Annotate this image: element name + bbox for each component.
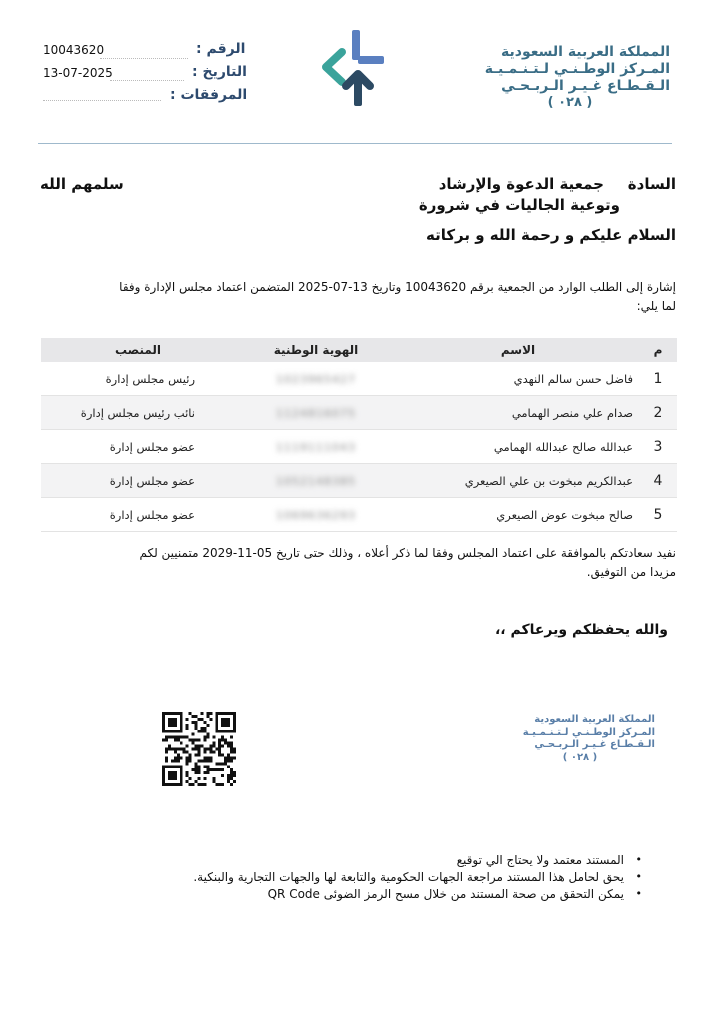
date-value: 13-07-2025 (43, 66, 113, 80)
row-num: 1 (639, 362, 677, 396)
organization-header (470, 44, 670, 111)
approval-paragraph (36, 544, 676, 581)
row-position: رئيس مجلس إدارة (41, 362, 235, 396)
table-header-row (41, 338, 677, 362)
stamp-line-2: المـركز الوطـنـي لـتـنـمـيـة (522, 726, 655, 738)
row-num: 5 (639, 498, 677, 532)
reference-number-label: الرقم : (196, 41, 246, 57)
row-name: صالح مبخوت عوض الصيعري (397, 498, 639, 532)
header-name: الاسم (397, 338, 639, 362)
org-line-2: المـركز الوطـنـي لـتـنـمـيـة (484, 61, 670, 78)
row-position: عضو مجلس إدارة (41, 498, 235, 532)
table-row (41, 396, 677, 430)
date-label: التاريخ : (192, 64, 247, 80)
header-position: المنصب (41, 338, 235, 362)
attachments-line (43, 100, 161, 101)
closing-phrase: والله يحفظكم ويرعاكم ،، (494, 622, 668, 638)
row-num: 2 (639, 396, 677, 430)
org-line-3: الـقـطـاع غـيـر الـربـحـي (501, 78, 670, 95)
row-position: عضو مجلس إدارة (41, 464, 235, 498)
intro-line-2: لما يلي: (636, 298, 676, 313)
approval-line-1: نفيد سعادتكم بالموافقة على اعتماد المجلس وفقا لما ذكر أعلاه ، وذلك حتى تاريخ 05-11-2029 متمنيين لكم (139, 546, 676, 560)
row-name: فاضل حسن سالم النهدي (397, 362, 639, 396)
row-position: عضو مجلس إدارة (41, 430, 235, 464)
greeting: السلام عليكم و رحمة الله و بركاته (425, 226, 676, 244)
addressee-prefix: السادة (627, 175, 676, 193)
table-row (41, 362, 677, 396)
table-row (41, 464, 677, 498)
row-num: 3 (639, 430, 677, 464)
row-num: 4 (639, 464, 677, 498)
reference-number-line (100, 58, 188, 59)
row-national-id: 1069636293 (276, 508, 356, 522)
addressee-name-line2: وتوعية الجاليات في شرورة (418, 196, 620, 214)
row-name: صدام علي منصر الهمامي (397, 396, 639, 430)
addressee-name-line1: جمعية الدعوة والإرشاد (438, 175, 604, 193)
header-separator (38, 143, 672, 144)
organization-stamp (505, 714, 655, 764)
row-national-id: 1052148385 (276, 474, 356, 488)
qr-code-icon[interactable] (162, 712, 236, 786)
row-name: عبدالكريم مبخوت بن علي الصيعري (397, 464, 639, 498)
approval-line-2: مزيدا من التوفيق. (586, 564, 676, 579)
board-members-table (41, 338, 677, 532)
org-code: ( ٠٢٨ ) (547, 95, 593, 111)
row-national-id: 1119111043 (276, 440, 356, 454)
note-item: • يمكن التحقق من صحة المستند من خلال مسح الرمز الضوئى QR Code (82, 886, 642, 903)
stamp-line-1: المملكة العربية السعودية (534, 714, 655, 725)
notes-section (82, 852, 642, 903)
reference-number-value: 10043620 (43, 43, 105, 57)
note-item: • المستند معتمد ولا يحتاج الي توقيع (82, 852, 642, 869)
attachments-label: المرفقات : (170, 87, 248, 103)
row-name: عبدالله صالح عبدالله الهمامي (397, 430, 639, 464)
table-row (41, 430, 677, 464)
header-id: الهوية الوطنية (235, 338, 397, 362)
stamp-line-3: الـقـطـاع غـيـر الـربـحـي (534, 739, 655, 750)
row-national-id: 1023965427 (276, 372, 356, 386)
intro-paragraph (36, 278, 676, 315)
intro-line-1: إشارة إلى الطلب الوارد من الجمعية برقم 10043620 وتاريخ 13-07-2025 المتضمن اعتماد مجلس الإدارة وفقا (119, 280, 676, 294)
center-logo-icon (320, 26, 390, 110)
row-national-id: 1124816075 (276, 406, 356, 420)
header-num: م (639, 338, 677, 362)
table-row (41, 498, 677, 532)
org-line-1: المملكة العربية السعودية (501, 44, 670, 60)
row-position: نائب رئيس مجلس إدارة (41, 396, 235, 430)
stamp-code: ( ٠٢٨ ) (562, 751, 598, 763)
addressee-salutation-end: سلمهم الله (40, 175, 124, 193)
date-line (110, 80, 184, 81)
note-item: • يحق لحامل هذا المستند مراجعة الجهات الحكومية والتابعة لها والجهات التجارية والبنكية. (82, 869, 642, 886)
